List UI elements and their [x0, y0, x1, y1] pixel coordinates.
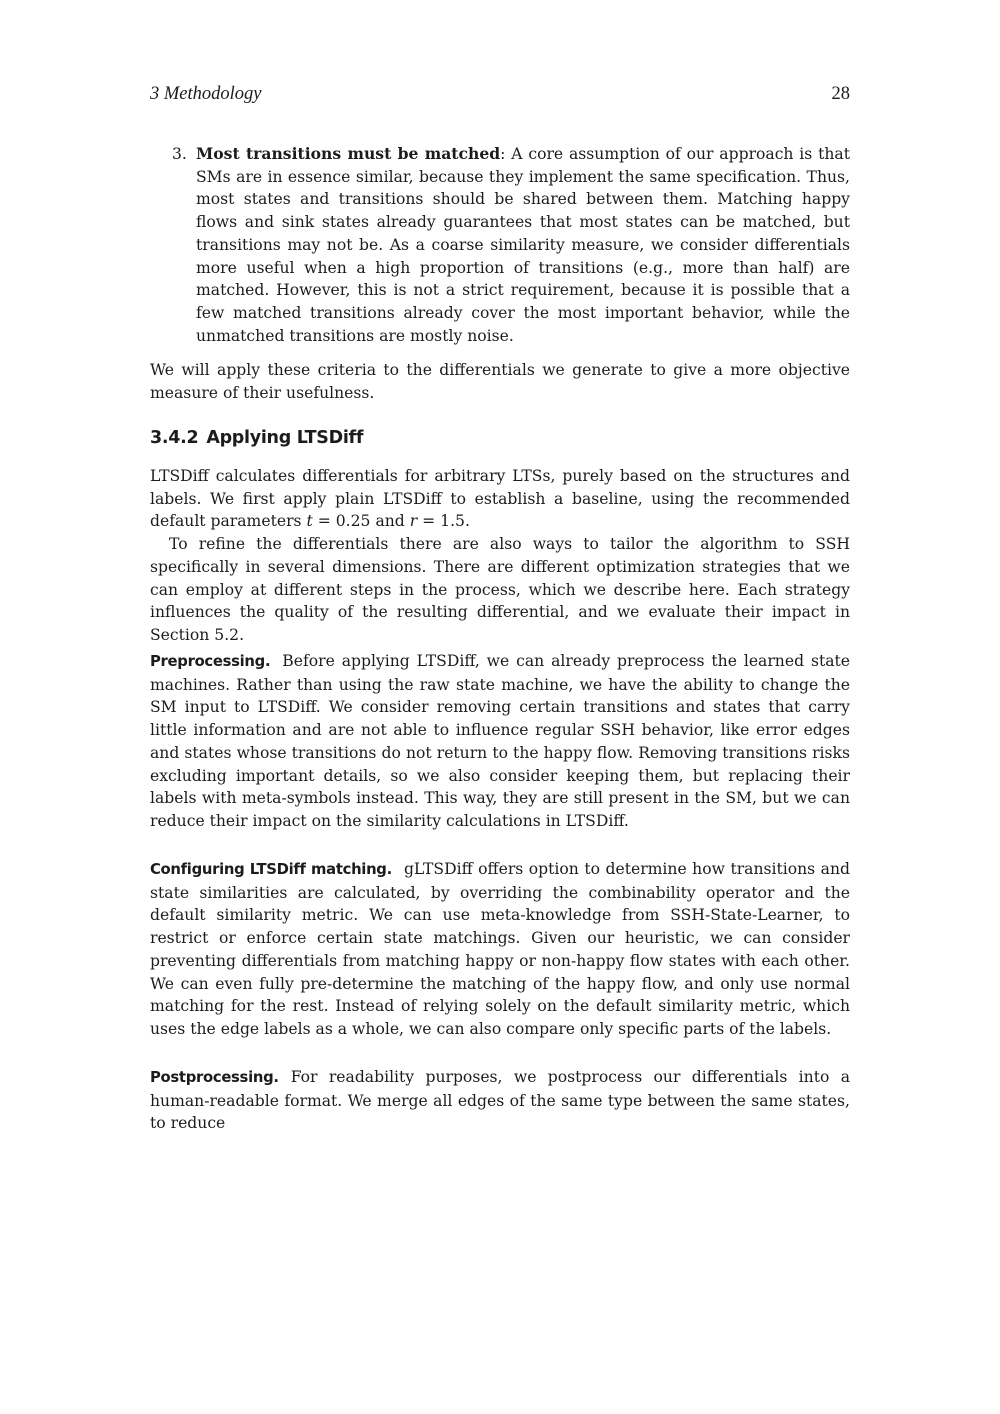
list-item [196, 143, 850, 347]
list-item-term: Most transitions must be matched [196, 144, 501, 163]
math-t: t [306, 512, 313, 531]
preprocessing-text: Before applying LTSDiff, we can already preprocess the learned state machines. Rather than using the raw state machine, we have the ability to change the SM input to LTSDiff. We consider removing certain transitions and states that carry little information and are not able to influence regular SSH behavior, like error edges and states whose transitions do not return to the happy flow. Removing transitions risks excluding important details, so we also consider keeping them, but replacing their labels with meta-symbols instead. This way, they are still present in the SM, but we can reduce their impact on the similarity calculations in LTSDiff. [150, 652, 850, 830]
page-number: 28 [831, 84, 850, 104]
intro-text-t-value: = 0.25 and [312, 512, 410, 531]
list-item-text: : A core assumption of our approach is that SMs are in essence similar, because they implement the same specification. Thus, most states and transitions should be shared between them. Matching happy flows and sink states already guarantees that most states can be matched, but transitions may not be. As a coarse similarity measure, we consider differentials more useful when a high proportion of transitions (e.g., more than half) are matched. However, this is not a strict requirement, because it is possible that a few matched transitions already cover the most important behavior, while the unmatched transitions are mostly noise. [196, 145, 850, 345]
intro-text-a: LTSDiff calculates differentials for arbitrary LTSs, purely based on the structures and labels. We first apply plain LTSDiff to establish a baseline, using the recommended default parameters [150, 467, 850, 531]
criteria-paragraph-block [150, 359, 850, 404]
postprocessing-paragraph [150, 1066, 850, 1135]
intro-paragraph-1 [150, 465, 850, 533]
chapter-title: 3 Methodology [150, 84, 262, 104]
preprocessing-paragraph [150, 650, 850, 833]
math-r: r [409, 512, 418, 531]
running-header [150, 84, 850, 105]
configuring-paragraph [150, 858, 850, 1041]
preprocessing-title: Preprocessing. [150, 653, 271, 670]
configuring-block [150, 858, 850, 1041]
postprocessing-block [150, 1066, 850, 1135]
postprocessing-text: For readability purposes, we postprocess our differentials into a human-readable format. We merge all edges of the same type between the same states, to reduce [150, 1068, 850, 1133]
intro-paragraph-2: To refine the differentials there are also ways to tailor the algorithm to SSH specifically in several dimensions. There are different optimization strategies that we can employ at different steps in the process, which we describe here. Each strategy influences the quality of the resulting differential, and we evaluate their impact in Section 5.2. [150, 535, 850, 644]
configuring-title: Configuring LTSDiff matching. [150, 861, 392, 878]
configuring-text: gLTSDiff offers option to determine how transitions and state similarities are calculated, by overriding the combinability operator and the default similarity metric. We can use meta-knowledge from SSH-State-Learner, to restrict or enforce certain state matchings. Given our heuristic, we can consider preventing differentials from matching happy or non-happy flow states with each other. We can even fully pre-determine the matching of the happy flow, and only use normal matching for the rest. Instead of relying solely on the default similarity metric, which uses the edge labels as a whole, we can also compare only specific parts of the labels. [150, 860, 851, 1038]
preprocessing-block [150, 650, 850, 833]
criteria-paragraph: We will apply these criteria to the differentials we generate to give a more objective measure of their usefulness. [150, 361, 850, 402]
section-heading [150, 428, 363, 448]
postprocessing-title: Postprocessing. [150, 1069, 279, 1086]
list-number: 3. [172, 145, 187, 163]
section-title: Applying LTSDiff [206, 428, 364, 448]
intro-block [150, 465, 850, 647]
intro-text-r-value: = 1.5. [417, 512, 470, 531]
section-number: 3.4.2 [150, 428, 199, 448]
